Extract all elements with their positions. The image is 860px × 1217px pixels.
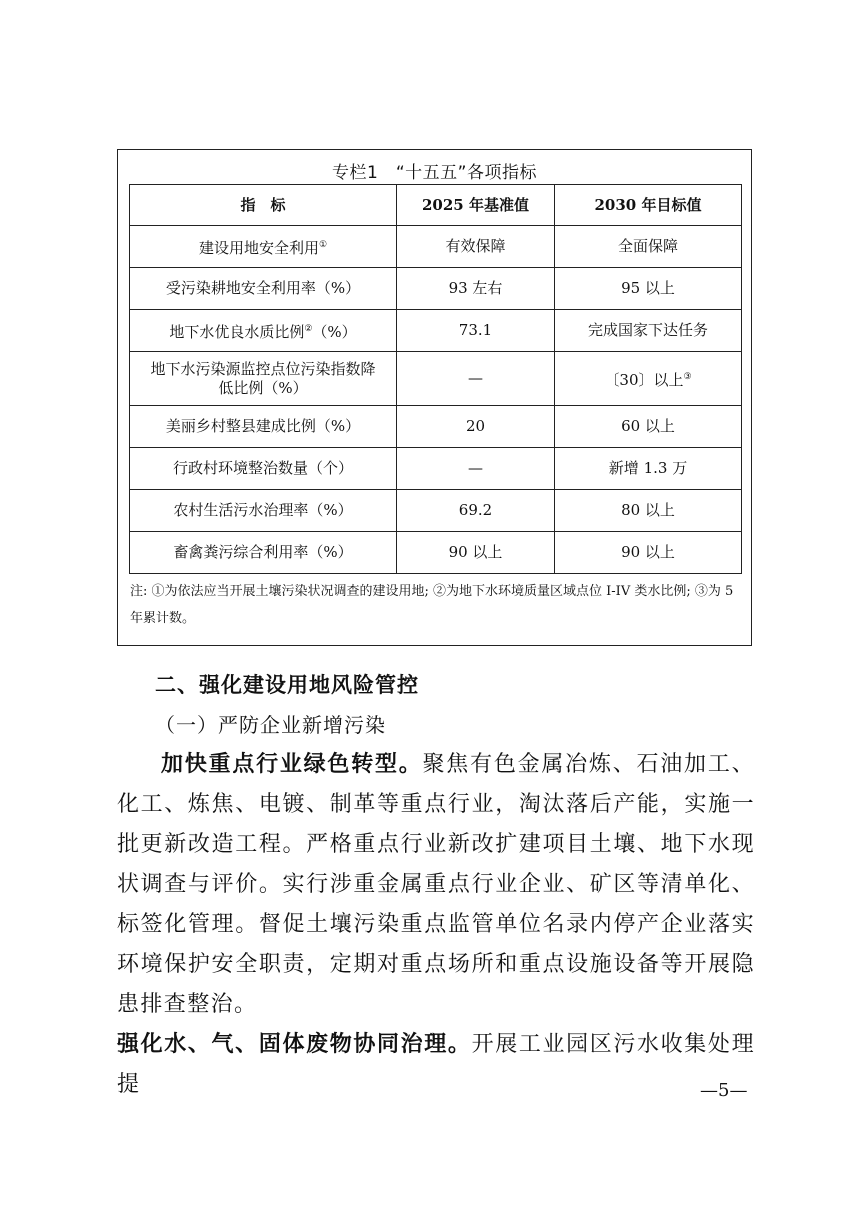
table-row [130,406,742,448]
indicator-panel [117,149,752,646]
target-cell: 〔30〕以上③ [555,352,742,406]
table-row [130,448,742,490]
paragraph [117,1025,755,1105]
base-cell: 73.1 [397,310,555,352]
indicator-cell: 受污染耕地安全利用率（%） [130,268,397,310]
body-text [117,745,755,1105]
target-cell: 全面保障 [555,226,742,268]
header-indicator: 指 标 [130,185,397,226]
target-cell: 80 以上 [555,490,742,532]
table-row [130,226,742,268]
base-cell: 90 以上 [397,532,555,574]
footnote-marker: ③ [683,371,692,382]
table-row [130,268,742,310]
base-cell: 有效保障 [397,226,555,268]
footnote-marker: ① [318,239,328,250]
indicator-cell: 行政村环境整治数量（个） [130,448,397,490]
footnote-marker: ② [304,323,313,334]
base-cell: — [397,352,555,406]
table-note: 注: ①为依法应当开展土壤污染状况调查的建设用地; ②为地下水环境质量区域点位 I-IV 类水比例; ③为 5 年累计数。 [130,584,734,626]
table-row [130,490,742,532]
paragraph-lead: 强化水、气、固体废物协同治理。 [117,1032,472,1057]
indicator-cell: 地下水污染源监控点位污染指数降低比例（%） [130,352,397,406]
indicator-cell: 美丽乡村整县建成比例（%） [130,406,397,448]
paragraph-text: 聚焦有色金属冶炼、石油加工、化工、炼焦、电镀、制革等重点行业，淘汰落后产能，实施一批更新改造工程。严格重点行业新改扩建项目土壤、地下水现状调查与评价。实行涉重金属重点行业企业、矿区等清单化、标签化管理。督促土壤污染重点监管单位名录内停产企业落实环境保护安全职责，定期对重点场所和重点设施设备等开展隐患排查整治。 [117,752,755,1017]
indicator-cell: 畜禽粪污综合利用率（%） [130,532,397,574]
header-target-2030: 2030 年目标值 [555,185,742,226]
table-row [130,310,742,352]
table-row [130,352,742,406]
header-base-2025: 2025 年基准值 [397,185,555,226]
table-row [130,532,742,574]
target-cell: 90 以上 [555,532,742,574]
panel-title: 专栏1 “十五五”各项指标 [332,163,537,183]
indicator-table [129,184,742,574]
base-cell: — [397,448,555,490]
base-cell: 20 [397,406,555,448]
target-cell: 新增 1.3 万 [555,448,742,490]
base-cell: 69.2 [397,490,555,532]
base-cell: 93 左右 [397,268,555,310]
subsection-heading: （一）严防企业新增污染 [155,713,386,737]
paragraph [117,745,755,1025]
paragraph-lead: 加快重点行业绿色转型。 [161,752,423,777]
section-heading: 二、强化建设用地风险管控 [155,673,419,697]
page-number: —5— [700,1080,748,1101]
indicator-cell: 地下水优良水质比例②（%） [130,310,397,352]
table-header-row [130,185,742,226]
indicator-cell: 建设用地安全利用① [130,226,397,268]
indicator-cell: 农村生活污水治理率（%） [130,490,397,532]
paragraph-text: 开展工业园区污水收集处理提 [117,1032,755,1097]
target-cell: 60 以上 [555,406,742,448]
target-cell: 95 以上 [555,268,742,310]
target-cell: 完成国家下达任务 [555,310,742,352]
